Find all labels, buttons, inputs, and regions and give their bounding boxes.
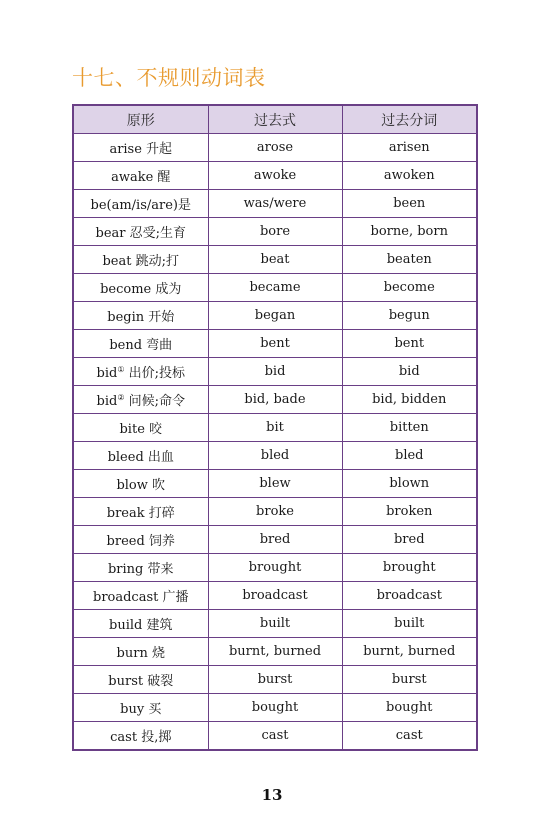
- base-meaning: 问候;命令: [124, 394, 185, 409]
- cell-past-tense: began: [208, 302, 342, 330]
- table-row: [73, 666, 477, 694]
- table-row: [73, 274, 477, 302]
- cell-past-participle: beaten: [342, 246, 477, 274]
- table-row: [73, 722, 477, 751]
- cell-past-tense: was/were: [208, 190, 342, 218]
- cell-base-form: begin 开始: [73, 302, 208, 330]
- irregular-verbs-table: [72, 104, 478, 751]
- cell-past-participle: borne, born: [342, 218, 477, 246]
- cell-past-participle: awoken: [342, 162, 477, 190]
- cell-base-form: cast 投,掷: [73, 722, 208, 751]
- cell-base-form: beat 跳动;打: [73, 246, 208, 274]
- cell-past-participle: bled: [342, 442, 477, 470]
- cell-past-participle: broken: [342, 498, 477, 526]
- cell-base-form: buy 买: [73, 694, 208, 722]
- cell-past-tense: bid, bade: [208, 386, 342, 414]
- cell-past-participle: been: [342, 190, 477, 218]
- cell-past-tense: burnt, burned: [208, 638, 342, 666]
- cell-past-tense: bent: [208, 330, 342, 358]
- cell-base-form: bite 咬: [73, 414, 208, 442]
- cell-past-participle: become: [342, 274, 477, 302]
- cell-past-tense: built: [208, 610, 342, 638]
- cell-past-participle: bitten: [342, 414, 477, 442]
- cell-base-form: burn 烧: [73, 638, 208, 666]
- cell-past-tense: cast: [208, 722, 342, 751]
- table-row: [73, 638, 477, 666]
- cell-past-participle: bent: [342, 330, 477, 358]
- table-row: [73, 610, 477, 638]
- table-row: [73, 190, 477, 218]
- table-row: [73, 526, 477, 554]
- cell-base-form: awake 醒: [73, 162, 208, 190]
- cell-base-form: be(am/is/are)是: [73, 190, 208, 218]
- header-past-participle: 过去分词: [342, 105, 477, 134]
- cell-past-tense: bought: [208, 694, 342, 722]
- cell-base-form: become 成为: [73, 274, 208, 302]
- cell-past-tense: broke: [208, 498, 342, 526]
- cell-base-form: bend 弯曲: [73, 330, 208, 358]
- cell-past-participle: bred: [342, 526, 477, 554]
- cell-base-form: bleed 出血: [73, 442, 208, 470]
- cell-past-tense: brought: [208, 554, 342, 582]
- table-row: [73, 358, 477, 386]
- sense-marker: ①: [117, 365, 125, 374]
- table-row: [73, 330, 477, 358]
- cell-past-tense: beat: [208, 246, 342, 274]
- cell-past-participle: built: [342, 610, 477, 638]
- cell-past-tense: awoke: [208, 162, 342, 190]
- section-title: 十七、不规则动词表: [72, 66, 266, 90]
- cell-past-tense: became: [208, 274, 342, 302]
- table-row: [73, 246, 477, 274]
- table-row: [73, 554, 477, 582]
- base-word: bid: [96, 366, 118, 381]
- cell-past-participle: cast: [342, 722, 477, 751]
- table-row: [73, 218, 477, 246]
- cell-past-tense: burst: [208, 666, 342, 694]
- cell-past-tense: bore: [208, 218, 342, 246]
- cell-past-participle: blown: [342, 470, 477, 498]
- table-row: [73, 162, 477, 190]
- cell-base-form: bear 忍受;生育: [73, 218, 208, 246]
- cell-base-form: [73, 358, 208, 386]
- cell-base-form: breed 饲养: [73, 526, 208, 554]
- cell-past-tense: broadcast: [208, 582, 342, 610]
- cell-past-participle: brought: [342, 554, 477, 582]
- cell-past-tense: arose: [208, 134, 342, 162]
- header-base-form: 原形: [73, 105, 208, 134]
- cell-past-participle: bought: [342, 694, 477, 722]
- cell-past-participle: bid: [342, 358, 477, 386]
- cell-base-form: arise 升起: [73, 134, 208, 162]
- table-row: [73, 582, 477, 610]
- cell-past-participle: broadcast: [342, 582, 477, 610]
- table-row: [73, 386, 477, 414]
- cell-base-form: burst 破裂: [73, 666, 208, 694]
- cell-past-tense: bled: [208, 442, 342, 470]
- cell-past-participle: burst: [342, 666, 477, 694]
- cell-base-form: break 打碎: [73, 498, 208, 526]
- cell-past-tense: bred: [208, 526, 342, 554]
- cell-past-participle: burnt, burned: [342, 638, 477, 666]
- table-row: [73, 694, 477, 722]
- cell-base-form: [73, 386, 208, 414]
- cell-past-participle: bid, bidden: [342, 386, 477, 414]
- table-row: [73, 442, 477, 470]
- page-number: 13: [261, 786, 283, 804]
- cell-base-form: blow 吹: [73, 470, 208, 498]
- sense-marker: ②: [117, 393, 125, 402]
- cell-past-tense: bid: [208, 358, 342, 386]
- table-row: [73, 498, 477, 526]
- table-row: [73, 414, 477, 442]
- table-row: [73, 134, 477, 162]
- base-meaning: 出价;投标: [124, 366, 185, 381]
- header-past-tense: 过去式: [208, 105, 342, 134]
- cell-past-tense: bit: [208, 414, 342, 442]
- cell-past-tense: blew: [208, 470, 342, 498]
- table-header-row: [73, 105, 477, 134]
- cell-past-participle: begun: [342, 302, 477, 330]
- cell-base-form: broadcast 广播: [73, 582, 208, 610]
- table-row: [73, 302, 477, 330]
- cell-past-participle: arisen: [342, 134, 477, 162]
- table-body: [73, 134, 477, 751]
- table-row: [73, 470, 477, 498]
- cell-base-form: build 建筑: [73, 610, 208, 638]
- cell-base-form: bring 带来: [73, 554, 208, 582]
- base-word: bid: [96, 394, 118, 409]
